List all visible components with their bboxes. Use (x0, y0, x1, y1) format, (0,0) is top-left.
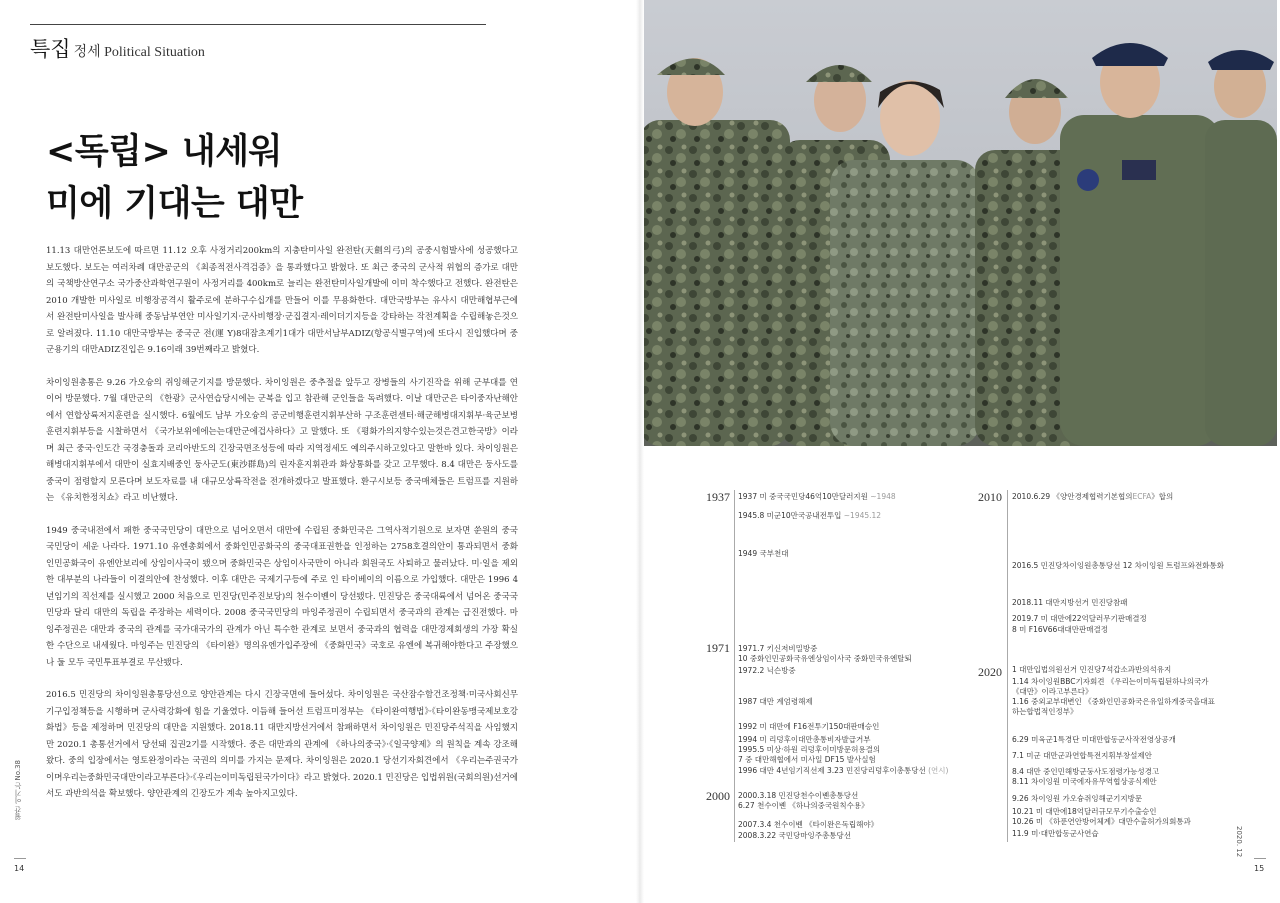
timeline-entry: 2010.6.29 《양안경제협력기본협의ECFA》합의 (1012, 492, 1174, 501)
timeline-entry: 6.29 미육군1특경단 미대만합동군사작전영상공개 (1012, 735, 1176, 744)
paragraph: 2016.5 민진당의 차이잉원총통당선으로 양안관계는 다시 긴장국면에 들어섰다. 차이잉원은 국산잠수함건조정책·미국사회신무기구입정책등을 시행하며 군사력강화에 힘을 기울였다. 이듬해 들어선 트럼프미정부는 《타이완여행법》·《타이완동맹국제보호강화법》등을 제정하며 민진당의 대만을 지원했다. 2018.11 대만지방선거에서 참패하면서 차이잉원은 민진당주석직을 사임했지만 2020.1 총통선거에서 당선돼 집권2기를 시작했다. 중은 대만과의 관계에 《하나의중국》·《일국양제》의 원칙을 계속 강조해왔다. 중의 입장에서는 영토완정이라는 국권의 의미를 가지는 문제다. 차이잉원은 2020.1 당선기자회견에서 《우리는주권국가이며우리는중화민국대만이라고부른다》·《우리는이미독립된국가이다》라고 밝혔다. 2020.1 민진당은 입법위원(국회의원)선거에서도 과반의석을 확보했다. 양안관계의 긴장도가 계속 높아지고있다. (46, 690, 518, 799)
timeline-year: 1971 (706, 641, 730, 655)
timeline-entry: 2008.3.22 국민당마잉주총통당선 (738, 831, 852, 840)
timeline-entry: 8.4 대만 중인민해방군둥사도점령가능성경고 (1012, 767, 1160, 776)
timeline-entry: 1996 대만 4년임기직선제 3.23 민진당리덩후이총통당선 (연시) (738, 766, 949, 775)
photo-illustration (640, 0, 1277, 446)
timeline-entry: 2007.3.4 천수이볜 《타이완은독립해야》 (738, 820, 879, 829)
timeline-entry: 10 중화인민공화국유엔상임이사국 중화민국유엔탈퇴 (738, 654, 912, 663)
timeline-entry: 1945.8 미군10만국공내전투입 ~1945.12 (738, 511, 882, 520)
timeline-entry: 1994 미 리덩후이대만총통비자발급거부 (738, 735, 871, 744)
timeline-entry: 10.26 미 《하푼연안방어체계》대만수출허가의회통과 (1012, 817, 1191, 826)
timeline-entry: 2016.5 민진당차이잉원총통당선 12 차이잉원 트럼프와전화통화 (1012, 561, 1224, 570)
footer-rule (14, 858, 26, 859)
timeline-entry: 하는합법적인정부》 (1012, 707, 1078, 716)
timeline-entry: 2000.3.18 민진당천수이볜총통당선 (738, 791, 859, 800)
timeline-entry: 1972.2 닉슨방중 (738, 666, 796, 675)
header-rule (30, 24, 486, 25)
paragraph: 차이잉원총통은 9.26 가오슝의 쥐잉해군기지를 방문했다. 차이잉원은 중추절을 앞두고 장병들의 사기진작을 위해 군부대를 연이어 방문했다. 7월 대만군의 《한광》군사연습당시에는 군복을 입고 참관해 군인들을 독려했다. 이날 대만군은 타이중자난해안에서 연합상륙저지훈련을 실시했다. 6월에도 남부 가오슝의 공군비행훈련지휘부산하 구조훈련센터·해군해병대지휘부·육군보병훈련지휘부등을 시찰하면서 《국가보위에에는는대만군에겁사하다》고 말했다. 또 《평화가의지향수있는것은견고한국방》이라며 최근 중국·인도간 국경충돌과 코리아반도의 긴장국면조성등에 따라 지역정세도 예의주시하고있다고 말한바 있다. 차이잉원은 해병대지휘부에서 대만이 실효지배중인 둥사군도(東沙群島)의 린자훈지휘관과 화상통화를 갖고 고무했다. 8.4 대만은 둥사도를 중국이 점령할지 모른다며 보도자료를 내 대규모상륙작전을 전개하겠다고 발표했다. 환구시보등 중국매체들은 트럼프를 지원하는 《유치한정치쇼》라고 비난했다. (46, 377, 518, 503)
timeline-entry: 2019.7 미 대만에22억달러무기판매결정 (1012, 614, 1147, 623)
timeline-entry: 《대만》이라고부른다》 (1012, 687, 1093, 696)
timeline-axis-left (734, 490, 735, 842)
timeline-entry: 2018.11 대만지방선거 민진당참패 (1012, 598, 1128, 607)
title-line-1: <독립> 내세워 (46, 132, 282, 172)
timeline-entry: 7 중 대만해협에서 미사일 DF15 발사실험 (738, 755, 876, 764)
article-body (46, 243, 518, 819)
paragraph: 11.13 대만언론보도에 따르면 11.12 오후 사정거리200km의 지충탄미사일 완전탄(天劍의弓)의 공중시험발사에 성공했다고 보도했다. 보도는 여러차례 대만공군의 《최종적전사격검증》을 통과했다고 밝혔다. 또 최근 중국의 군사적 위협의 증가로 대만의 국책방산연구소 국가중산과학연구원이 사정거리를 400km로 늘리는 완전탄미사일개발에 이미 착수했다고 전했다. 완전탄은 2010 개발한 미사일로 비행장공격시 활주로에 분하구수십개를 만들어 이를 무용화한다. 대만국방부는 유사시 대만해협부근에서 완전탄미사일을 발사해 중동남부연안 미사일기지·군사비행장·군집결지·레이더기지등을 강타하는 작전계획을 수립해놓은것으로 알려졌다. 11.10 대만국방부는 중국군 전(運 Y)8대잠초계기1대가 대만서남부ADIZ(항공식별구역)에 또다시 진입했다며 중군용기의 대만ADIZ진입은 9.16이래 39번째라고 밝혔다. (46, 246, 518, 355)
page-number-right: 15 (1254, 864, 1265, 873)
timeline-entry: 11.9 미·대만합동군사연습 (1012, 829, 1099, 838)
paragraph: 1949 중국내전에서 패한 중국국민당이 대만으로 넘어오면서 대만에 수립된 중화민국은 그역사적기원으로 보자면 쑨원의 중국국민당이 세운 나라다. 1971.10 유엔총회에서 중화인민공화국의 중국대표권한을 인정하는 2758호결의안이 통과되면서 중화인민공화국이 유엔안보리에 상임이사국이 됐으며 중화민국은 상임이사국만이 아니라 회원국도 사퇴하고 물러났다. 미·일을 제외한 대부분의 나라들이 이결의안에 찬성했다. 이후 대만은 국제기구등에 주로 인 타이베이의 이름으로 가입했다. 대만은 1996 4년임기의 직선제를 실시했고 2000 처음으로 민진당(민주진보당)의 천수이볜이 당선됐다. 민진당은 중국대륙에서 넘어온 중국국민당과 달리 대만의 독립을 주장하는 세력이다. 2008 중국국민당의 마잉주정권이 수립되면서 중국과의 관계는 급진전했다. 마잉주정권은 대만과 중국의 관계를 국가대국가의 관계가 아닌 특수한 관계로 보면서 중국과의 협력을 대만경제회생의 가장 확실한 수단으로 내세웠다. 마잉주는 민진당의 《타이완》명의유엔가입주장에 《중화민국》국호로 유엔에 복귀해야한다고 주장했으나 둘 모두 국민투표부결로 무산됐다. (46, 525, 518, 668)
right-page (640, 0, 1280, 903)
section-title: 특집 (30, 37, 71, 61)
timeline-entry: 1.16 중외교부대변인 《중화인민공화국은유일하게중국을대표 (1012, 697, 1215, 706)
timeline-entry: 7.1 미군 대만군과연합특전지휘부창설제안 (1012, 751, 1152, 760)
issue-date-label: 2020. 12 (1235, 826, 1243, 858)
timeline-entry: 8.11 차이잉원 미국에자유무역협상공식제안 (1012, 777, 1157, 786)
timeline-entry: 8 미 F16V66대대만판매결정 (1012, 625, 1109, 634)
page-number-left: 14 (14, 864, 25, 873)
timeline-entry: 1937 미 중국국민당46억10만달러지원 ~1948 (738, 492, 896, 501)
title-line-2: 미에 기대는 대만 (46, 184, 303, 224)
section-header (30, 33, 205, 63)
timeline-entry: 1987 대만 계엄령해제 (738, 697, 813, 706)
timeline-axis-right (1007, 490, 1008, 842)
footer-rule (1254, 858, 1266, 859)
timeline-entry: 10.21 미 대만에18억달러규모무기수출승인 (1012, 807, 1157, 816)
timeline-entry: 1992 미 대만에 F16전투기150대판매승인 (738, 722, 880, 731)
timeline-entry: 1.14 차이잉원BBC기자회견 《우리는이미독립된하나의국가 (1012, 677, 1209, 686)
magazine-side-label: 월간 이기는 No.38 (14, 760, 22, 820)
timeline-entry: 1949 국부천대 (738, 549, 789, 558)
timeline-entry: 1 대만입법의원선거 민진당7석갑소과반의석유지 (1012, 665, 1172, 674)
timeline-entry: 9.26 차이잉원 가오슝쥐잉해군기지방문 (1012, 794, 1143, 803)
timeline-year: 2010 (978, 490, 1002, 504)
spine-gutter (636, 0, 644, 903)
timeline-entry: 6.27 천수이볜 《하나의중국원칙수용》 (738, 801, 869, 810)
timeline-year: 2000 (706, 789, 730, 803)
timeline-entry: 1995.5 미상·하원 리덩후이미방문허용결의 (738, 745, 881, 754)
timeline-entry: 1971.7 키신저비밀방중 (738, 644, 818, 653)
section-subtitle: 정세 Political Situation (73, 45, 205, 60)
timeline-year: 2020 (978, 665, 1002, 679)
timeline-year: 1937 (706, 490, 730, 504)
photo (640, 0, 1277, 446)
article-title (46, 126, 303, 230)
